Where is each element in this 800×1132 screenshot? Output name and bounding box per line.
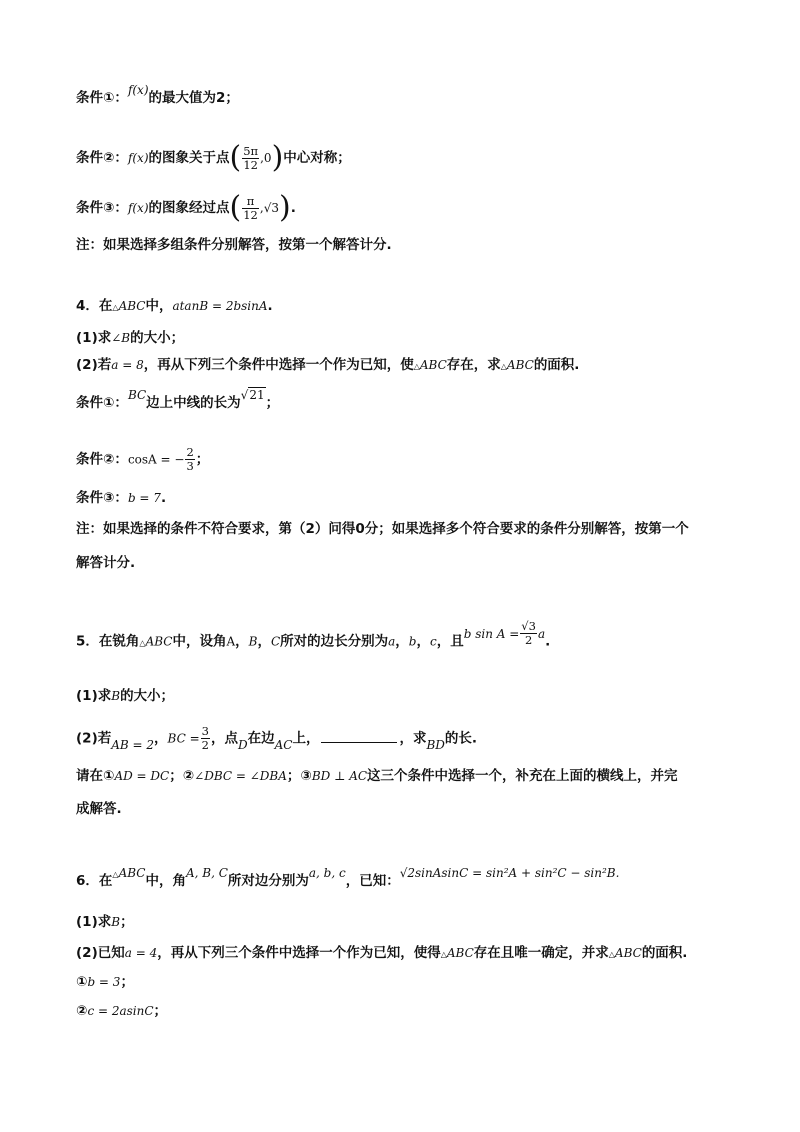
condition-text: 的图象关于点 bbox=[148, 150, 230, 166]
triangle-icon: △ bbox=[440, 950, 447, 959]
condition-label: 条件①： bbox=[76, 90, 128, 106]
q5-options-line-1: 请在①AD = DC；②∠DBC = ∠DBA；③BD ⊥ AC这三个条件中选择一个，补充在上面的横线上，并完 bbox=[76, 768, 678, 784]
condition-label: 条件②： bbox=[76, 150, 128, 166]
q6-part-2: (2)已知a = 4，再从下列三个条件中选择一个作为已知，使得△ABC存在且唯一确定，并求△ABC的面积. bbox=[76, 945, 688, 961]
fraction: $\frac{5\pi}{12}$ bbox=[243, 143, 259, 172]
triangle-icon: △ bbox=[112, 870, 119, 879]
condition-text: 的最大值为2； bbox=[148, 90, 239, 106]
condition-text: . bbox=[290, 200, 296, 216]
q4-stem: 4．在△ABC中，atanB = 2bsinA. bbox=[76, 298, 273, 314]
triangle-icon: △ bbox=[112, 303, 119, 312]
q6-option-1: ①b = 3； bbox=[76, 974, 134, 990]
triangle-icon: △ bbox=[413, 362, 420, 371]
math-fx: f(x) bbox=[127, 151, 149, 165]
q3-condition-1 bbox=[76, 83, 239, 107]
q5-part-2: (2)若AB = 2，BC = $\frac{3}{2}$ ，点D在边AC上， ，求BD的长. bbox=[76, 724, 478, 752]
q4-note-line-1: 注：如果选择的条件不符合要求，第（2）问得0分；如果选择多个符合要求的条件分别解答，按第一个 bbox=[76, 521, 689, 537]
q5-options-line-2: 成解答. bbox=[76, 801, 122, 817]
condition-label: 条件③： bbox=[76, 200, 128, 216]
left-paren: ( bbox=[229, 140, 242, 175]
math-equation: atanB = 2bsinA bbox=[172, 299, 268, 313]
math-fx: f(x) bbox=[127, 83, 149, 97]
math-fx: f(x) bbox=[127, 201, 149, 215]
q6-option-2: ②c = 2asinC； bbox=[76, 1003, 168, 1019]
q4-condition-1: 条件①：BC边上中线的长为√21； bbox=[76, 388, 280, 411]
q6-part-1: (1)求B； bbox=[76, 914, 134, 930]
condition-text: 的图象经过点 bbox=[148, 200, 230, 216]
q4-part-2: (2)若a = 8，再从下列三个条件中选择一个作为已知，使△ABC存在，求△ABC的面积. bbox=[76, 357, 580, 373]
triangle-icon: △ bbox=[608, 950, 615, 959]
math-equation: √2sinAsinC = sin²A + sin²C − sin²B. bbox=[399, 866, 620, 880]
fraction: $\frac{√3}{2}$ bbox=[521, 619, 536, 647]
math-tail: ,0 bbox=[260, 151, 272, 165]
left-paren: ( bbox=[229, 190, 242, 225]
answer-blank[interactable] bbox=[321, 730, 397, 743]
q5-stem: 5．在锐角△ABC中，设角A，B，C所对的边长分别为a，b，c，且b sin A = $\frac{√3}{2}$ a. bbox=[76, 619, 551, 650]
q4-condition-2: 条件②：cosA = − $\frac{2}{3}$ ； bbox=[76, 445, 210, 473]
q4-note-line-2: 解答计分. bbox=[76, 555, 136, 571]
right-paren: ) bbox=[278, 190, 291, 225]
triangle-icon: △ bbox=[500, 362, 507, 371]
condition-text: 中心对称； bbox=[283, 150, 351, 166]
q5-part-1: (1)求B的大小； bbox=[76, 688, 175, 704]
q3-note: 注：如果选择多组条件分别解答，按第一个解答计分. bbox=[76, 237, 392, 253]
math-tail: ,√3 bbox=[259, 201, 279, 215]
fraction: $\frac{\pi}{12}$ bbox=[243, 193, 258, 222]
sqrt-expression: √21 bbox=[240, 388, 265, 402]
fraction: $\frac{2}{3}$ bbox=[186, 445, 194, 473]
q4-part-1: (1)求∠B的大小； bbox=[76, 330, 185, 346]
q3-condition-2 bbox=[76, 140, 351, 175]
q6-stem: 6．在△ABC中，角A, B, C所对边分别为a, b, c，已知：√2sinAsinC = sin²A + sin²C − sin²B. bbox=[76, 866, 620, 889]
triangle-icon: △ bbox=[139, 638, 146, 648]
q4-condition-3: 条件③：b = 7. bbox=[76, 490, 167, 506]
fraction: $\frac{3}{2}$ bbox=[201, 724, 209, 752]
right-paren: ) bbox=[271, 140, 284, 175]
q3-condition-3 bbox=[76, 190, 296, 225]
